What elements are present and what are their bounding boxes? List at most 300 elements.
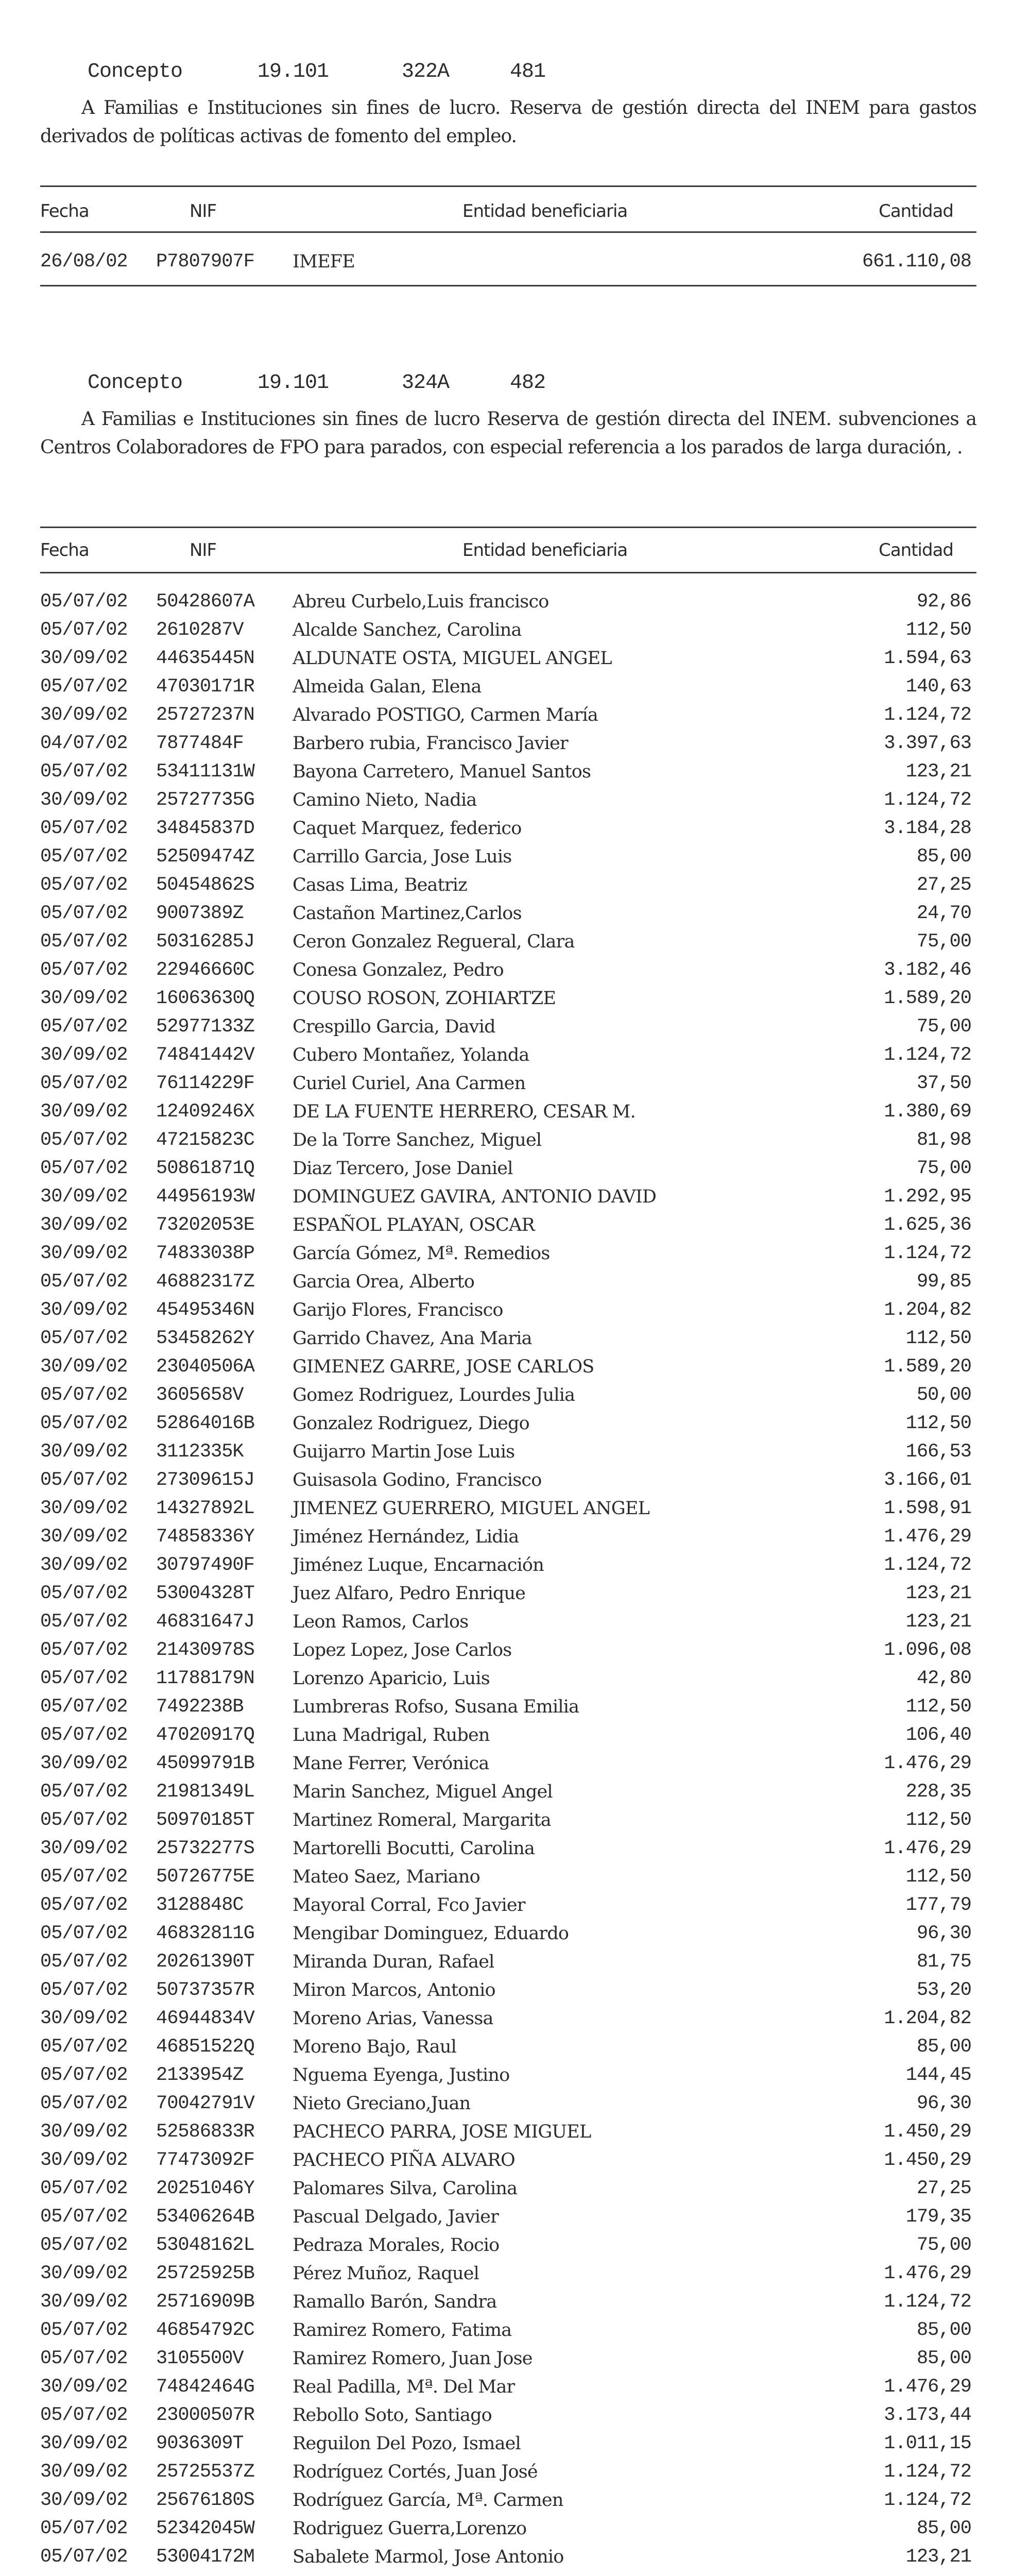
row-cantidad: 96,30 bbox=[916, 2093, 971, 2114]
table-header-rule-2 bbox=[40, 572, 976, 573]
row-entidad: Martorelli Bocutti, Carolina bbox=[293, 1838, 535, 1859]
row-nif: 44635445N bbox=[156, 648, 254, 669]
table-row bbox=[40, 248, 976, 276]
row-entidad: Leon Ramos, Carlos bbox=[293, 1612, 469, 1632]
row-fecha: 04/07/02 bbox=[40, 733, 128, 754]
row-entidad: IMEFE bbox=[293, 251, 355, 272]
row-cantidad: 75,00 bbox=[916, 1016, 971, 1038]
row-nif: 3105500V bbox=[156, 2348, 244, 2369]
row-entidad: Rodríguez García, Mª. Carmen bbox=[293, 2490, 563, 2511]
row-nif: 74833038P bbox=[156, 1243, 254, 1264]
row-entidad: Pascual Delgado, Javier bbox=[293, 2207, 499, 2227]
table-row bbox=[40, 1580, 976, 1608]
row-fecha: 05/07/02 bbox=[40, 1781, 128, 1803]
table-row bbox=[40, 2458, 976, 2486]
row-fecha: 05/07/02 bbox=[40, 591, 128, 613]
row-entidad: Alvarado POSTIGO, Carmen María bbox=[293, 705, 598, 725]
table-row bbox=[40, 1325, 976, 1353]
row-cantidad: 1.124,72 bbox=[884, 1243, 971, 1264]
table-row bbox=[40, 1636, 976, 1665]
row-fecha: 05/07/02 bbox=[40, 1894, 128, 1916]
row-nif: 16063630Q bbox=[156, 988, 254, 1009]
row-nif: 50428607A bbox=[156, 591, 254, 613]
row-entidad: Guijarro Martin Jose Luis bbox=[293, 1442, 515, 1462]
table-row bbox=[40, 871, 976, 900]
table-row bbox=[40, 1041, 976, 1070]
table-row bbox=[40, 1551, 976, 1580]
row-cantidad: 1.589,20 bbox=[884, 1356, 971, 1378]
row-fecha: 30/09/02 bbox=[40, 1044, 128, 1066]
table-bottom-rule-1 bbox=[40, 285, 976, 286]
row-fecha: 05/07/02 bbox=[40, 2518, 128, 2539]
table-row bbox=[40, 1098, 976, 1126]
row-fecha: 05/07/02 bbox=[40, 1016, 128, 1038]
row-entidad: Pedraza Morales, Rocio bbox=[293, 2235, 500, 2256]
row-fecha: 05/07/02 bbox=[40, 846, 128, 868]
row-cantidad: 1.476,29 bbox=[884, 1838, 971, 1859]
row-cantidad: 123,21 bbox=[905, 2546, 971, 2568]
row-cantidad: 85,00 bbox=[916, 846, 971, 868]
row-entidad: Rebollo Soto, Santiago bbox=[293, 2405, 492, 2426]
row-fecha: 05/07/02 bbox=[40, 1158, 128, 1179]
table-row bbox=[40, 1665, 976, 1693]
row-nif: 53004328T bbox=[156, 1583, 254, 1604]
row-nif: 50737357R bbox=[156, 1979, 254, 2001]
row-fecha: 05/07/02 bbox=[40, 931, 128, 953]
row-cantidad: 24,70 bbox=[916, 903, 971, 924]
row-nif: 53411131W bbox=[156, 761, 254, 783]
row-fecha: 05/07/02 bbox=[40, 1951, 128, 1973]
table-row bbox=[40, 701, 976, 730]
table-row bbox=[40, 2005, 976, 2033]
row-fecha: 30/09/02 bbox=[40, 648, 128, 669]
table-row bbox=[40, 1438, 976, 1466]
table-row bbox=[40, 1211, 976, 1240]
row-nif: 44956193W bbox=[156, 1186, 254, 1208]
row-fecha: 05/07/02 bbox=[40, 1271, 128, 1293]
row-entidad: Crespillo Garcia, David bbox=[293, 1016, 495, 1037]
row-entidad: Palomares Silva, Carolina bbox=[293, 2178, 518, 2199]
row-cantidad: 1.204,82 bbox=[884, 1299, 971, 1321]
row-fecha: 30/09/02 bbox=[40, 1753, 128, 1774]
row-fecha: 05/07/02 bbox=[40, 2093, 128, 2114]
table-row bbox=[40, 2515, 976, 2543]
table-top-rule-1 bbox=[40, 185, 976, 187]
row-cantidad: 228,35 bbox=[905, 1781, 971, 1803]
row-entidad: Jiménez Hernández, Lidia bbox=[293, 1527, 519, 1547]
row-entidad: Alcalde Sanchez, Carolina bbox=[293, 620, 522, 640]
row-fecha: 05/07/02 bbox=[40, 1809, 128, 1831]
row-fecha: 05/07/02 bbox=[40, 1866, 128, 1888]
row-nif: 14327892L bbox=[156, 1498, 254, 1519]
row-entidad: Moreno Bajo, Raul bbox=[293, 2037, 457, 2057]
row-entidad: GIMENEZ GARRE, JOSE CARLOS bbox=[293, 1357, 594, 1377]
row-fecha: 05/07/02 bbox=[40, 1384, 128, 1406]
header-fecha: Fecha bbox=[40, 540, 89, 561]
row-fecha: 30/09/02 bbox=[40, 2263, 128, 2284]
row-nif: 77473092F bbox=[156, 2149, 254, 2171]
row-entidad: Nguema Eyenga, Justino bbox=[293, 2065, 510, 2086]
table-row bbox=[40, 1155, 976, 1183]
row-fecha: 30/09/02 bbox=[40, 2489, 128, 2511]
table-row bbox=[40, 1920, 976, 1948]
row-entidad: ESPAÑOL PLAYAN, OSCAR bbox=[293, 1215, 535, 1235]
table-row bbox=[40, 1466, 976, 1495]
row-cantidad: 112,50 bbox=[905, 1696, 971, 1718]
row-cantidad: 179,35 bbox=[905, 2206, 971, 2228]
row-entidad: Real Padilla, Mª. Del Mar bbox=[293, 2377, 515, 2397]
header-entidad: Entidad beneficiaria bbox=[462, 201, 628, 222]
row-fecha: 30/09/02 bbox=[40, 2121, 128, 2143]
row-nif: 22946660C bbox=[156, 959, 254, 981]
row-entidad: PACHECO PIÑA ALVARO bbox=[293, 2150, 515, 2171]
table-row bbox=[40, 673, 976, 701]
row-fecha: 30/09/02 bbox=[40, 1101, 128, 1123]
row-nif: 53458262Y bbox=[156, 1328, 254, 1349]
table-row bbox=[40, 2146, 976, 2175]
table-row bbox=[40, 2401, 976, 2430]
row-nif: 52342045W bbox=[156, 2518, 254, 2539]
row-entidad: COUSO ROSON, ZOHIARTZE bbox=[293, 988, 556, 1009]
row-fecha: 05/07/02 bbox=[40, 2036, 128, 2058]
row-nif: 23000507R bbox=[156, 2404, 254, 2426]
row-cantidad: 81,75 bbox=[916, 1951, 971, 1973]
row-cantidad: 3.184,28 bbox=[884, 818, 971, 839]
row-fecha: 05/07/02 bbox=[40, 1639, 128, 1661]
row-entidad: Pérez Muñoz, Raquel bbox=[293, 2263, 479, 2284]
row-fecha: 05/07/02 bbox=[40, 1724, 128, 1746]
header-cantidad: Cantidad bbox=[879, 540, 953, 561]
row-entidad: Nieto Greciano,Juan bbox=[293, 2093, 471, 2114]
row-entidad: Jiménez Luque, Encarnación bbox=[293, 1555, 544, 1575]
row-nif: 25727237N bbox=[156, 704, 254, 726]
row-cantidad: 1.450,29 bbox=[884, 2149, 971, 2171]
table-row bbox=[40, 1721, 976, 1750]
row-cantidad: 85,00 bbox=[916, 2348, 971, 2369]
table-row bbox=[40, 1891, 976, 1920]
row-fecha: 05/07/02 bbox=[40, 2064, 128, 2086]
row-entidad: Lopez Lopez, Jose Carlos bbox=[293, 1640, 512, 1660]
row-fecha: 30/09/02 bbox=[40, 1186, 128, 1208]
row-fecha: 30/09/02 bbox=[40, 1214, 128, 1236]
table-row bbox=[40, 1806, 976, 1835]
row-cantidad: 112,50 bbox=[905, 1328, 971, 1349]
table-row bbox=[40, 730, 976, 758]
row-nif: 45099791B bbox=[156, 1753, 254, 1774]
row-entidad: Carrillo Garcia, Jose Luis bbox=[293, 846, 512, 867]
row-cantidad: 1.476,29 bbox=[884, 2376, 971, 2398]
row-cantidad: 1.124,72 bbox=[884, 1554, 971, 1576]
row-fecha: 30/09/02 bbox=[40, 2376, 128, 2398]
row-nif: 45495346N bbox=[156, 1299, 254, 1321]
row-entidad: Martinez Romeral, Margarita bbox=[293, 1810, 551, 1831]
row-nif: 25727735G bbox=[156, 789, 254, 811]
table-row bbox=[40, 1778, 976, 1806]
row-nif: 47215823C bbox=[156, 1129, 254, 1151]
row-fecha: 30/09/02 bbox=[40, 1526, 128, 1548]
row-cantidad: 3.397,63 bbox=[884, 733, 971, 754]
row-nif: 46832811G bbox=[156, 1923, 254, 1944]
row-nif: 52977133Z bbox=[156, 1016, 254, 1038]
table-row bbox=[40, 2203, 976, 2231]
table-row bbox=[40, 2430, 976, 2458]
table-row bbox=[40, 588, 976, 616]
row-entidad: Gomez Rodriguez, Lourdes Julia bbox=[293, 1385, 575, 1405]
row-nif: 25725537Z bbox=[156, 2461, 254, 2483]
row-cantidad: 1.589,20 bbox=[884, 988, 971, 1009]
row-nif: 23040506A bbox=[156, 1356, 254, 1378]
table-row bbox=[40, 1381, 976, 1410]
row-fecha: 05/07/02 bbox=[40, 2178, 128, 2199]
table-row bbox=[40, 1296, 976, 1325]
row-cantidad: 27,25 bbox=[916, 2178, 971, 2199]
row-nif: 2133954Z bbox=[156, 2064, 244, 2086]
table-row bbox=[40, 815, 976, 843]
row-nif: 7492238B bbox=[156, 1696, 244, 1718]
row-entidad: Caquet Marquez, federico bbox=[293, 818, 522, 839]
row-nif: 3112335K bbox=[156, 1441, 244, 1463]
table-row bbox=[40, 1495, 976, 1523]
row-cantidad: 177,79 bbox=[905, 1894, 971, 1916]
row-entidad: DOMINGUEZ GAVIRA, ANTONIO DAVID bbox=[293, 1187, 657, 1207]
row-cantidad: 123,21 bbox=[905, 761, 971, 783]
row-nif: 21981349L bbox=[156, 1781, 254, 1803]
concepto-code: 19.101 bbox=[258, 60, 329, 83]
row-cantidad: 166,53 bbox=[905, 1441, 971, 1463]
table-row bbox=[40, 2175, 976, 2203]
row-entidad: Guisasola Godino, Francisco bbox=[293, 1470, 542, 1490]
row-entidad: Mateo Saez, Mariano bbox=[293, 1867, 480, 1887]
row-fecha: 30/09/02 bbox=[40, 704, 128, 726]
table-row bbox=[40, 1863, 976, 1891]
subconcepto-code: 481 bbox=[510, 60, 546, 83]
row-entidad: Reguilon Del Pozo, Ismael bbox=[293, 2433, 521, 2454]
row-cantidad: 1.124,72 bbox=[884, 789, 971, 811]
row-fecha: 05/07/02 bbox=[40, 1668, 128, 1689]
row-fecha: 05/07/02 bbox=[40, 1129, 128, 1151]
row-cantidad: 112,50 bbox=[905, 1809, 971, 1831]
row-nif: 52509474Z bbox=[156, 846, 254, 868]
row-fecha: 05/07/02 bbox=[40, 2348, 128, 2369]
row-fecha: 30/09/02 bbox=[40, 2461, 128, 2483]
row-fecha: 05/07/02 bbox=[40, 676, 128, 698]
row-fecha: 30/09/02 bbox=[40, 1356, 128, 1378]
row-nif: 21430978S bbox=[156, 1639, 254, 1661]
row-nif: 50454862S bbox=[156, 874, 254, 896]
row-cantidad: 661.110,08 bbox=[862, 251, 971, 273]
row-fecha: 05/07/02 bbox=[40, 1413, 128, 1434]
table-row bbox=[40, 2231, 976, 2260]
row-cantidad: 3.166,01 bbox=[884, 1469, 971, 1491]
row-entidad: Juez Alfaro, Pedro Enrique bbox=[293, 1583, 526, 1604]
row-cantidad: 75,00 bbox=[916, 2234, 971, 2256]
table-row bbox=[40, 1976, 976, 2005]
row-fecha: 05/07/02 bbox=[40, 2546, 128, 2568]
table-row bbox=[40, 1240, 976, 1268]
table-row bbox=[40, 2543, 976, 2571]
row-cantidad: 1.096,08 bbox=[884, 1639, 971, 1661]
row-entidad: Mane Ferrer, Verónica bbox=[293, 1753, 489, 1774]
row-fecha: 30/09/02 bbox=[40, 1243, 128, 1264]
table-body-2 bbox=[40, 588, 976, 2571]
table-row bbox=[40, 1750, 976, 1778]
row-nif: 70042791V bbox=[156, 2093, 254, 2114]
row-cantidad: 1.594,63 bbox=[884, 648, 971, 669]
table-row bbox=[40, 2090, 976, 2118]
row-nif: 46882317Z bbox=[156, 1271, 254, 1293]
row-cantidad: 1.124,72 bbox=[884, 2461, 971, 2483]
table-row bbox=[40, 645, 976, 673]
row-cantidad: 1.476,29 bbox=[884, 1753, 971, 1774]
row-nif: 47020917Q bbox=[156, 1724, 254, 1746]
row-entidad: DE LA FUENTE HERRERO, CESAR M. bbox=[293, 1101, 636, 1122]
row-entidad: García Gómez, Mª. Remedios bbox=[293, 1243, 550, 1264]
row-fecha: 05/07/02 bbox=[40, 2319, 128, 2341]
table-row bbox=[40, 928, 976, 956]
row-entidad: Ramirez Romero, Juan Jose bbox=[293, 2348, 533, 2369]
row-cantidad: 1.476,29 bbox=[884, 1526, 971, 1548]
table-row bbox=[40, 2316, 976, 2345]
row-cantidad: 1.124,72 bbox=[884, 2489, 971, 2511]
row-nif: 34845837D bbox=[156, 818, 254, 839]
row-nif: 46854792C bbox=[156, 2319, 254, 2341]
table-row bbox=[40, 1410, 976, 1438]
row-cantidad: 140,63 bbox=[905, 676, 971, 698]
table-row bbox=[40, 2373, 976, 2401]
programa-code: 322A bbox=[402, 60, 450, 83]
row-entidad: Ceron Gonzalez Regueral, Clara bbox=[293, 931, 575, 952]
concepto-label: Concepto bbox=[88, 371, 183, 395]
row-entidad: Garijo Flores, Francisco bbox=[293, 1300, 503, 1320]
table-row bbox=[40, 2118, 976, 2146]
row-nif: 3128848C bbox=[156, 1894, 244, 1916]
table-header-2 bbox=[40, 537, 976, 563]
table-row bbox=[40, 2486, 976, 2515]
row-cantidad: 96,30 bbox=[916, 1923, 971, 1944]
row-fecha: 30/09/02 bbox=[40, 2433, 128, 2454]
row-entidad: Ramallo Barón, Sandra bbox=[293, 2292, 497, 2312]
row-fecha: 26/08/02 bbox=[40, 251, 128, 273]
row-entidad: Sabalete Marmol, Jose Antonio bbox=[293, 2547, 564, 2567]
row-nif: 53004172M bbox=[156, 2546, 254, 2568]
concepto-description-2: A Familias e Instituciones sin fines de lucro Reserva de gestión directa del INEM. subvenciones a Centros Colaboradores de FPO para parados, con especial referencia a los parados de larga duración, . bbox=[40, 409, 976, 458]
row-nif: 9036309T bbox=[156, 2433, 244, 2454]
row-entidad: Marin Sanchez, Miguel Angel bbox=[293, 1782, 553, 1802]
row-fecha: 05/07/02 bbox=[40, 959, 128, 981]
row-cantidad: 92,86 bbox=[916, 591, 971, 613]
table-row bbox=[40, 1183, 976, 1211]
row-cantidad: 1.380,69 bbox=[884, 1101, 971, 1123]
row-fecha: 30/09/02 bbox=[40, 2008, 128, 2029]
table-row bbox=[40, 985, 976, 1013]
concepto-line-1 bbox=[40, 26, 546, 83]
row-nif: 50316285J bbox=[156, 931, 254, 953]
row-fecha: 30/09/02 bbox=[40, 789, 128, 811]
row-cantidad: 75,00 bbox=[916, 1158, 971, 1179]
table-row bbox=[40, 2033, 976, 2061]
row-cantidad: 75,00 bbox=[916, 931, 971, 953]
header-nif: NIF bbox=[190, 201, 217, 222]
row-fecha: 05/07/02 bbox=[40, 818, 128, 839]
row-entidad: Miranda Duran, Rafael bbox=[293, 1952, 494, 1972]
row-cantidad: 1.204,82 bbox=[884, 2008, 971, 2029]
row-fecha: 05/07/02 bbox=[40, 1073, 128, 1094]
row-nif: 20261390T bbox=[156, 1951, 254, 1973]
row-nif: 74858336Y bbox=[156, 1526, 254, 1548]
row-cantidad: 112,50 bbox=[905, 1413, 971, 1434]
row-cantidad: 81,98 bbox=[916, 1129, 971, 1151]
table-row bbox=[40, 1835, 976, 1863]
row-nif: 47030171R bbox=[156, 676, 254, 698]
row-nif: 46831647J bbox=[156, 1611, 254, 1633]
row-nif: 53406264B bbox=[156, 2206, 254, 2228]
concepto-line-2 bbox=[40, 337, 546, 395]
table-row bbox=[40, 2345, 976, 2373]
row-fecha: 05/07/02 bbox=[40, 2404, 128, 2426]
row-cantidad: 50,00 bbox=[916, 1384, 971, 1406]
row-cantidad: 123,21 bbox=[905, 1583, 971, 1604]
row-fecha: 30/09/02 bbox=[40, 1838, 128, 1859]
row-nif: 73202053E bbox=[156, 1214, 254, 1236]
row-cantidad: 1.011,15 bbox=[884, 2433, 971, 2454]
row-entidad: Gonzalez Rodriguez, Diego bbox=[293, 1413, 529, 1434]
row-cantidad: 1.124,72 bbox=[884, 704, 971, 726]
concepto-description-1: A Familias e Instituciones sin fines de lucro. Reserva de gestión directa del INEM para gastos derivados de políticas activas de fomento del empleo. bbox=[40, 97, 976, 147]
row-cantidad: 112,50 bbox=[905, 619, 971, 641]
row-entidad: Casas Lima, Beatriz bbox=[293, 875, 467, 895]
programa-code: 324A bbox=[402, 371, 450, 395]
table-header-1 bbox=[40, 198, 976, 224]
table-row bbox=[40, 1126, 976, 1155]
row-cantidad: 42,80 bbox=[916, 1668, 971, 1689]
table-row bbox=[40, 1353, 976, 1381]
header-fecha: Fecha bbox=[40, 201, 89, 222]
row-entidad: Moreno Arias, Vanessa bbox=[293, 2008, 493, 2029]
row-cantidad: 112,50 bbox=[905, 1866, 971, 1888]
row-entidad: Garrido Chavez, Ana Maria bbox=[293, 1328, 532, 1349]
row-fecha: 05/07/02 bbox=[40, 2234, 128, 2256]
row-cantidad: 1.450,29 bbox=[884, 2121, 971, 2143]
row-fecha: 30/09/02 bbox=[40, 1554, 128, 1576]
row-nif: 3605658V bbox=[156, 1384, 244, 1406]
subconcepto-code: 482 bbox=[510, 371, 546, 395]
row-nif: 76114229F bbox=[156, 1073, 254, 1094]
row-nif: 74841442V bbox=[156, 1044, 254, 1066]
table-row bbox=[40, 1693, 976, 1721]
row-nif: 52864016B bbox=[156, 1413, 254, 1434]
row-nif: 30797490F bbox=[156, 1554, 254, 1576]
row-fecha: 30/09/02 bbox=[40, 1441, 128, 1463]
table-row bbox=[40, 2260, 976, 2288]
table-row bbox=[40, 786, 976, 815]
row-entidad: De la Torre Sanchez, Miguel bbox=[293, 1130, 542, 1150]
row-entidad: Lumbreras Rofso, Susana Emilia bbox=[293, 1697, 579, 1717]
row-entidad: Castañon Martinez,Carlos bbox=[293, 903, 522, 924]
row-nif: P7807907F bbox=[156, 251, 254, 273]
row-nif: 11788179N bbox=[156, 1668, 254, 1689]
row-cantidad: 1.124,72 bbox=[884, 1044, 971, 1066]
row-nif: 9007389Z bbox=[156, 903, 244, 924]
row-cantidad: 85,00 bbox=[916, 2036, 971, 2058]
row-fecha: 05/07/02 bbox=[40, 1328, 128, 1349]
concepto-label: Concepto bbox=[88, 60, 183, 83]
table-row bbox=[40, 843, 976, 871]
row-fecha: 05/07/02 bbox=[40, 1469, 128, 1491]
row-cantidad: 1.476,29 bbox=[884, 2263, 971, 2284]
row-entidad: JIMENEZ GUERRERO, MIGUEL ANGEL bbox=[293, 1498, 650, 1519]
row-cantidad: 1.124,72 bbox=[884, 2291, 971, 2313]
row-cantidad: 3.173,44 bbox=[884, 2404, 971, 2426]
